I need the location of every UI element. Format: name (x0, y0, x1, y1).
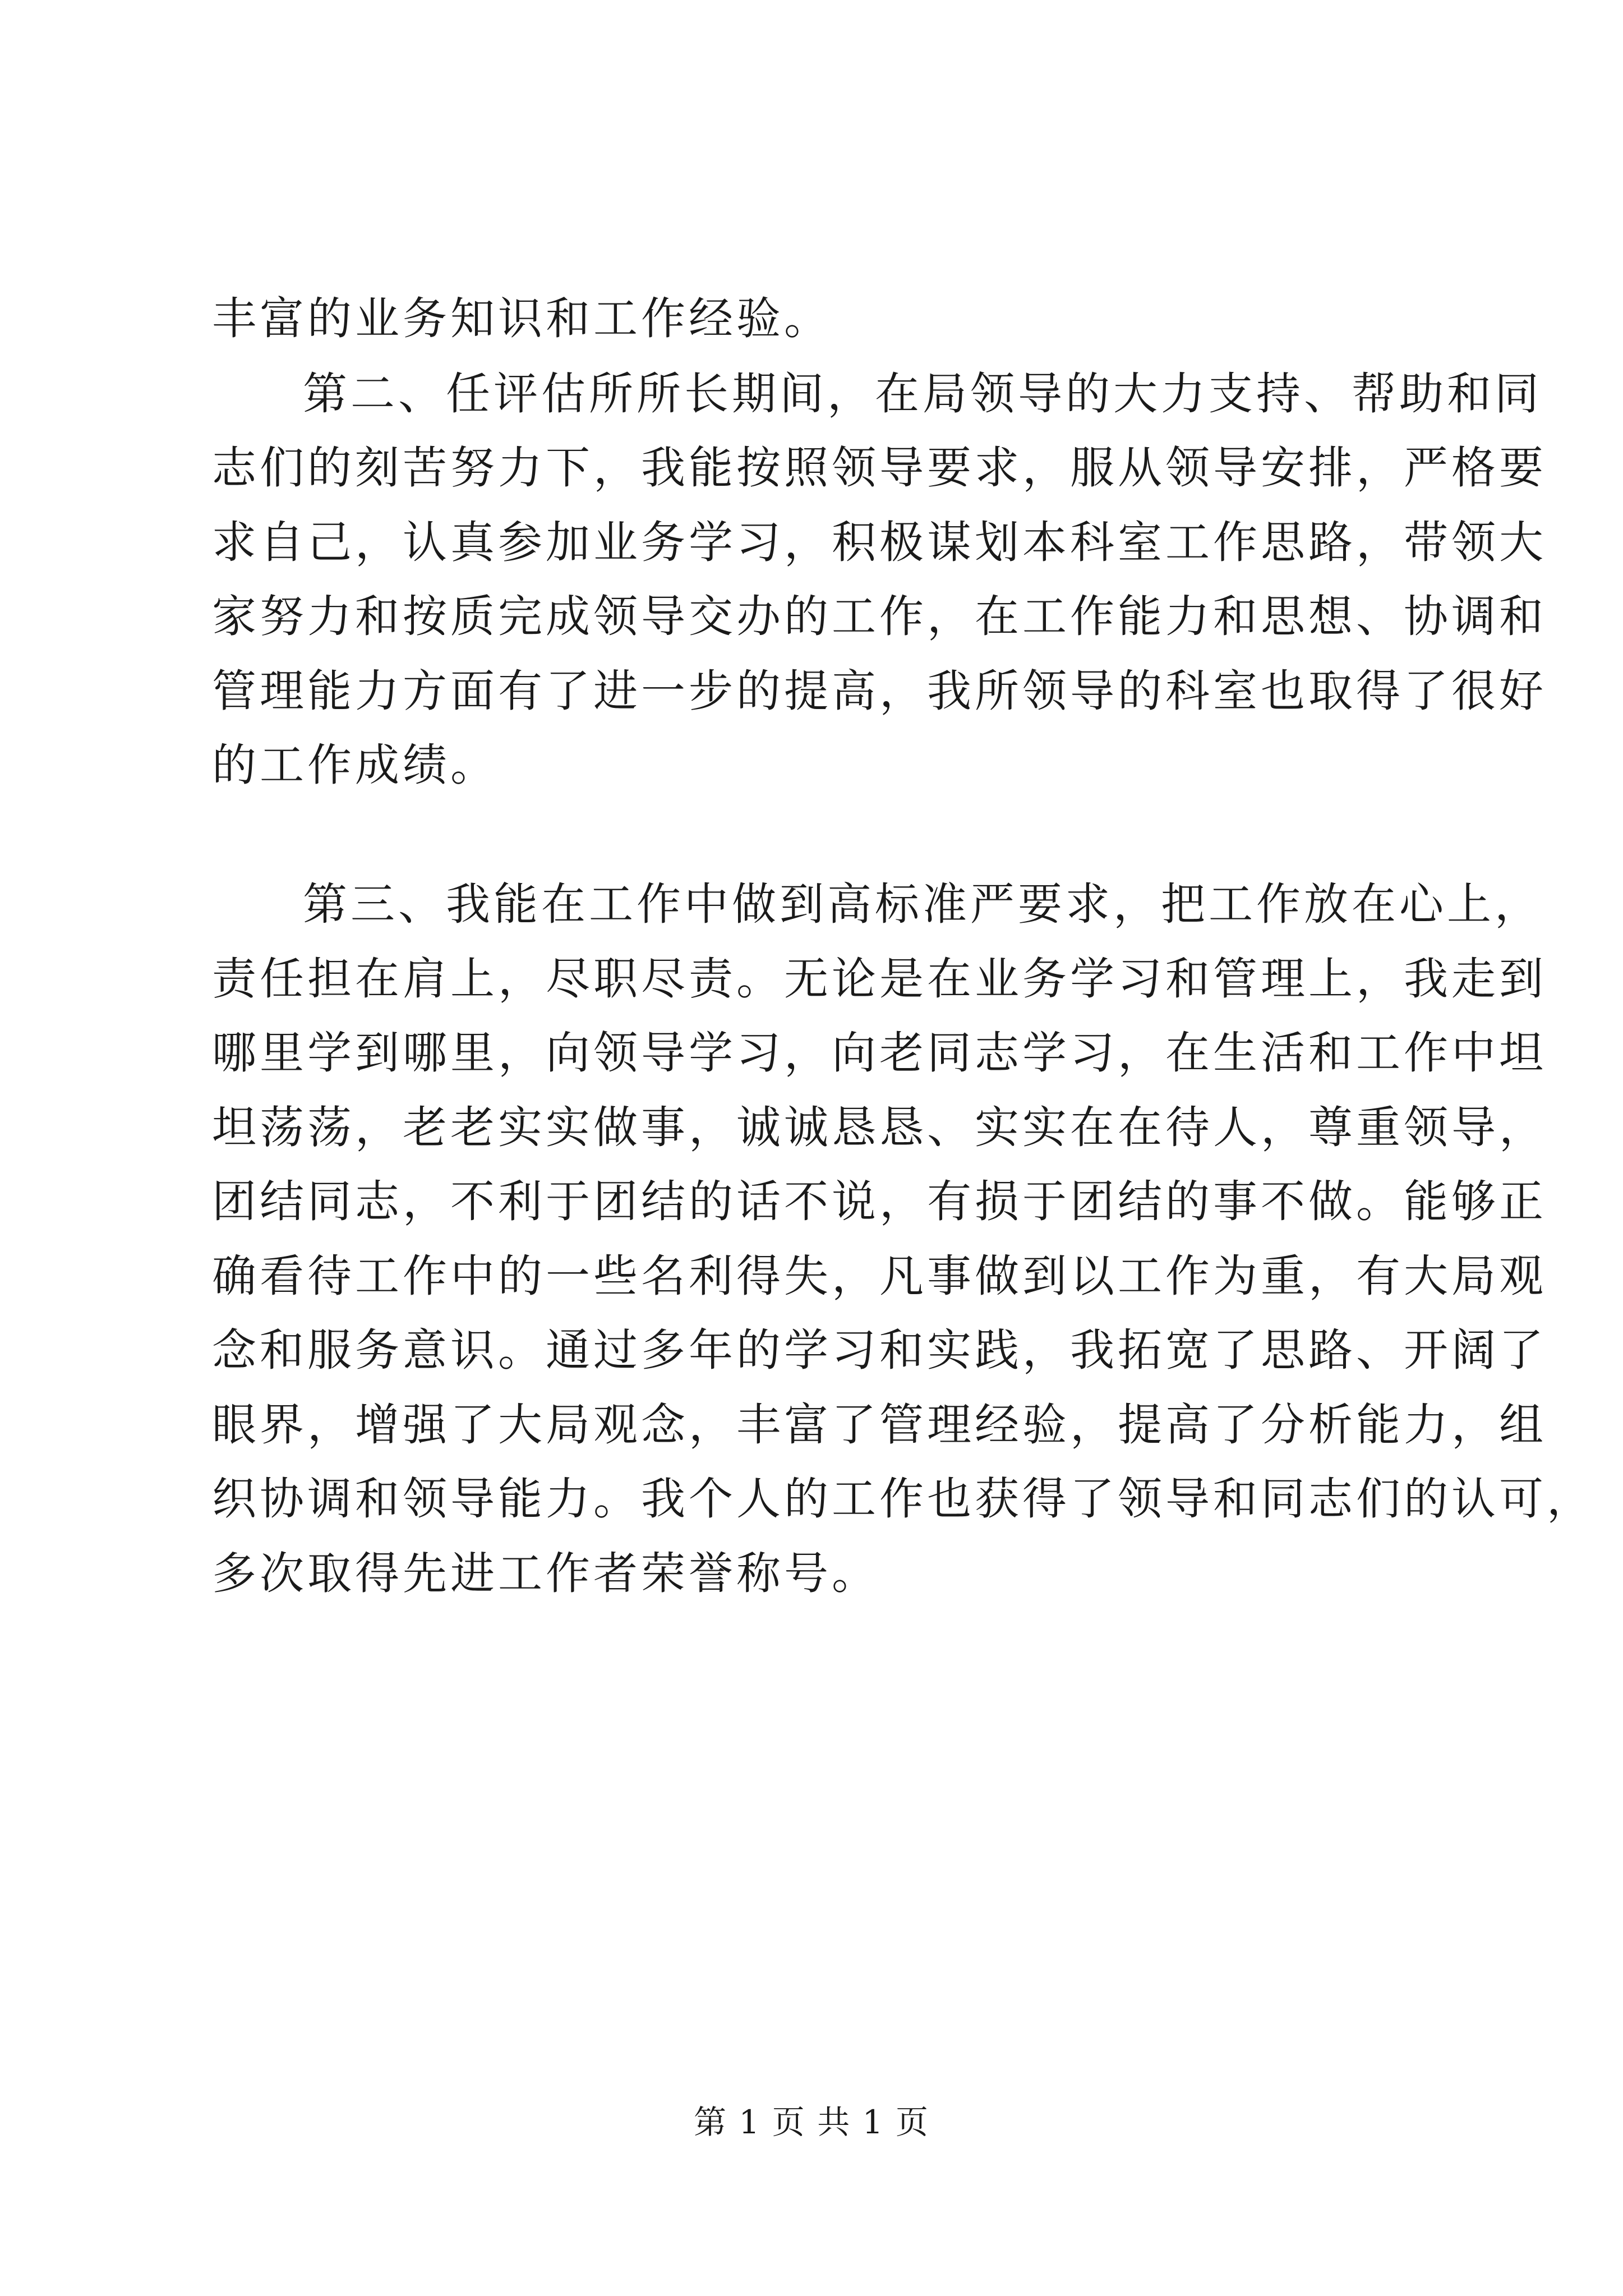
text-line: 志们的刻苦努力下，我能按照领导要求，服从领导安排，严格要 (212, 442, 1547, 494)
text-line: 管理能力方面有了进一步的提高，我所领导的科室也取得了很好 (212, 665, 1547, 717)
text-line: 责任担在肩上，尽职尽责。无论是在业务学习和管理上，我走到 (212, 953, 1547, 1005)
text-line: 家努力和按质完成领导交办的工作，在工作能力和思想、协调和 (212, 591, 1547, 642)
text-line: 坦荡荡，老老实实做事，诚诚恳恳、实实在在待人，尊重领导， (212, 1102, 1547, 1153)
text-line: 眼界，增强了大局观念，丰富了管理经验，提高了分析能力，组 (212, 1399, 1547, 1451)
paragraph-first-line: 第二、任评估所所长期间，在局领导的大力支持、帮助和同 (303, 368, 1542, 420)
page-number-footer: 第 1 页 共 1 页 (694, 2103, 929, 2141)
text-line: 团结同志，不利于团结的话不说，有损于团结的事不做。能够正 (212, 1176, 1547, 1227)
paragraph-first-line: 第三、我能在工作中做到高标准严要求，把工作放在心上， (303, 878, 1542, 930)
text-line: 的工作成绩。 (212, 739, 498, 791)
text-line: 多次取得先进工作者荣誉称号。 (212, 1548, 879, 1599)
text-line: 求自己，认真参加业务学习，积极谋划本科室工作思路，带领大 (212, 517, 1547, 568)
text-line: 确看待工作中的一些名利得失，凡事做到以工作为重，有大局观 (212, 1250, 1547, 1302)
text-line: 丰富的业务知识和工作经验。 (212, 293, 832, 344)
text-line: 织协调和领导能力。我个人的工作也获得了领导和同志们的认可， (212, 1473, 1594, 1525)
text-line: 哪里学到哪里，向领导学习，向老同志学习，在生活和工作中坦 (212, 1027, 1547, 1079)
text-line: 念和服务意识。通过多年的学习和实践，我拓宽了思路、开阔了 (212, 1324, 1547, 1376)
